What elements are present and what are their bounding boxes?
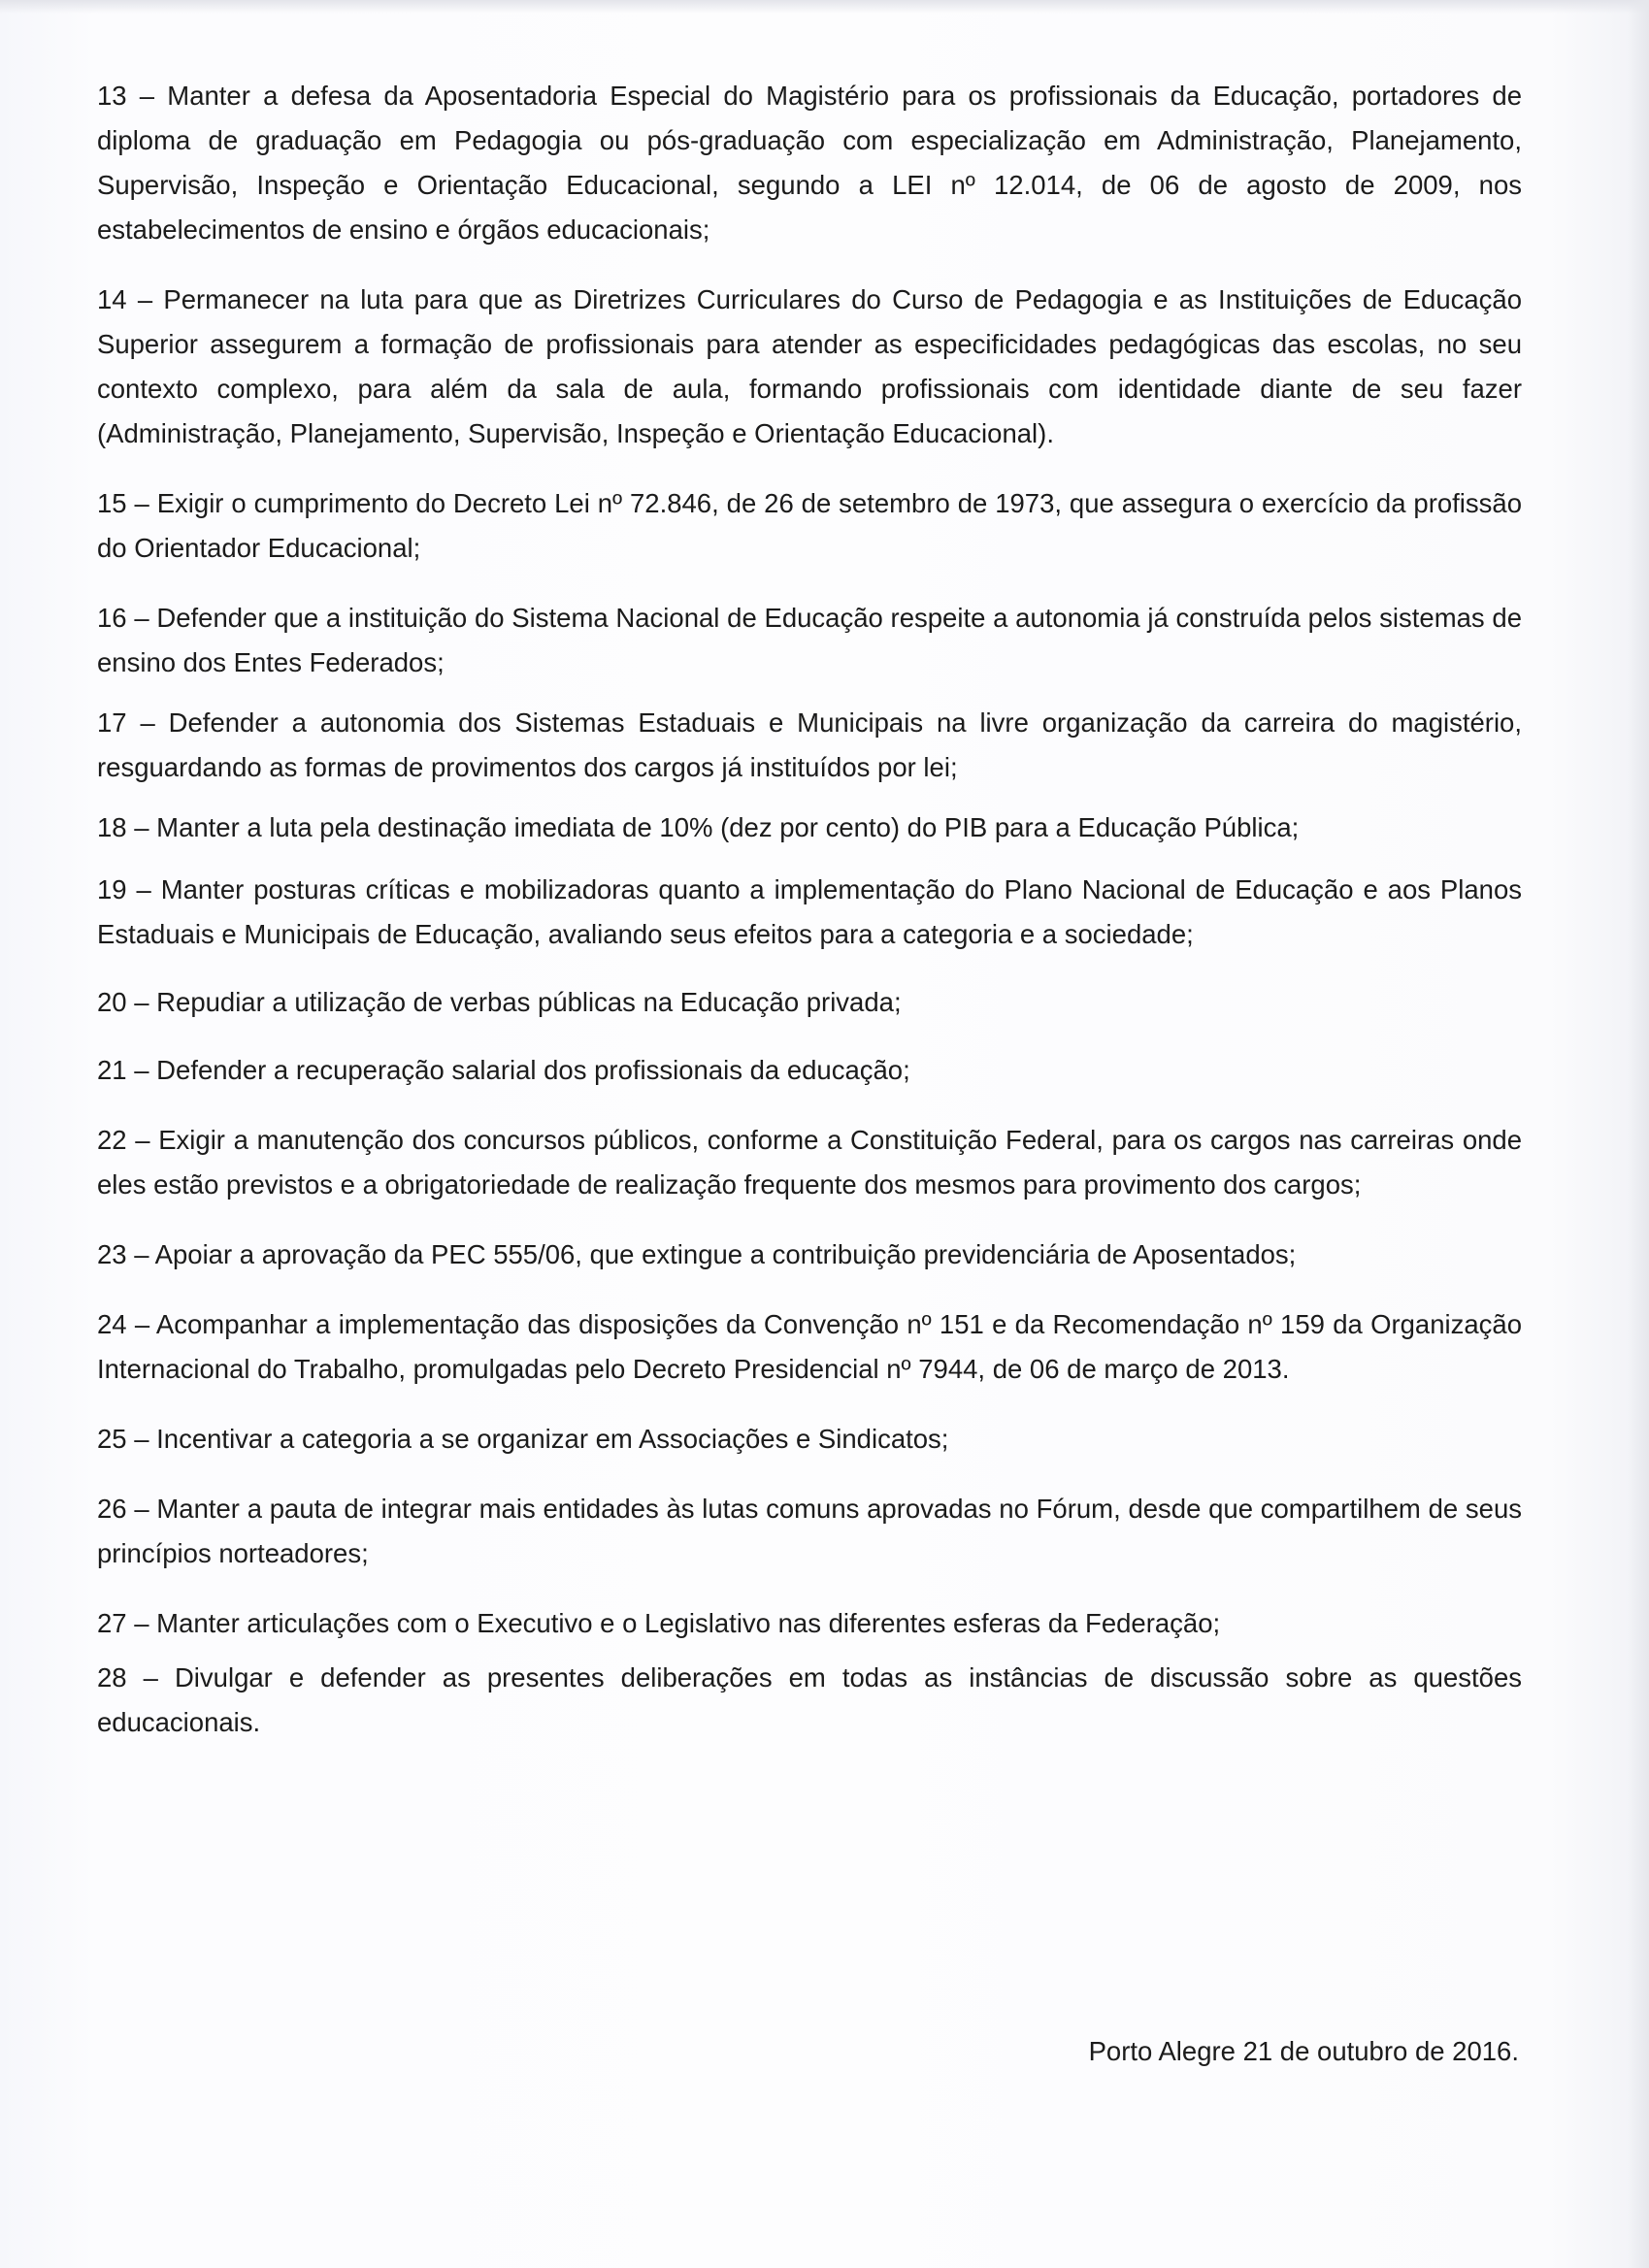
- deliberation-15: 15 – Exigir o cumprimento do Decreto Lei nº 72.846, de 26 de setembro de 1973, que assegura o exercício da profissão do Orientador Educacional;: [97, 488, 1522, 563]
- deliberation-14: 14 – Permanecer na luta para que as Diretrizes Curriculares do Curso de Pedagogia e as Instituições de Educação Superior assegurem a formação de profissionais para atender as especificidades pedagógicas das escolas, no seu contexto complexo, para além da sala de aula, formando profissionais com identidade diante de seu fazer (Administração, Planejamento, Supervisão, Inspeção e Orientação Educacional).: [97, 284, 1522, 448]
- deliberation-26: 26 – Manter a pauta de integrar mais entidades às lutas comuns aprovadas no Fórum, desde que compartilhem de seus princípios norteadores;: [97, 1494, 1522, 1568]
- deliberation-18: 18 – Manter a luta pela destinação imediata de 10% (dez por cento) do PIB para a Educação Pública;: [97, 812, 1300, 842]
- deliberation-22: 22 – Exigir a manutenção dos concursos públicos, conforme a Constituição Federal, para os cargos nas carreiras onde eles estão previstos e a obrigatoriedade de realização frequente dos mesmos para provimento dos cargos;: [97, 1125, 1522, 1200]
- deliberation-13: 13 – Manter a defesa da Aposentadoria Especial do Magistério para os profissionais da Educação, portadores de diploma de graduação em Pedagogia ou pós-graduação com especialização em Administração, Planejamento, Supervisão, Inspeção e Orientação Educacional, segundo a LEI nº 12.014, de 06 de agosto de 2009, nos estabelecimentos de ensino e órgãos educacionais;: [97, 81, 1522, 245]
- deliberation-27: 27 – Manter articulações com o Executivo e o Legislativo nas diferentes esferas da Federação;: [97, 1608, 1221, 1638]
- scan-edge-top: [0, 0, 1649, 14]
- deliberation-17: 17 – Defender a autonomia dos Sistemas Estaduais e Municipais na livre organização da carreira do magistério, resguardando as formas de provimentos dos cargos já instituídos por lei;: [97, 707, 1522, 782]
- deliberation-23: 23 – Apoiar a aprovação da PEC 555/06, que extingue a contribuição previdenciária de Aposentados;: [97, 1239, 1297, 1269]
- place-and-date: Porto Alegre 21 de outubro de 2016.: [1088, 2036, 1519, 2066]
- deliberation-25: 25 – Incentivar a categoria a se organizar em Associações e Sindicatos;: [97, 1424, 949, 1454]
- deliberations-list: [97, 74, 1522, 1745]
- deliberation-24: 24 – Acompanhar a implementação das disposições da Convenção nº 151 e da Recomendação nº 159 da Organização Internacional do Trabalho, promulgadas pelo Decreto Presidencial nº 7944, de 06 de março de 2013.: [97, 1309, 1522, 1384]
- deliberation-19: 19 – Manter posturas críticas e mobilizadoras quanto a implementação do Plano Nacional de Educação e aos Planos Estaduais e Municipais de Educação, avaliando seus efeitos para a categoria e a sociedade;: [97, 874, 1522, 949]
- scan-edge-right: [1628, 0, 1649, 2268]
- deliberation-28: 28 – Divulgar e defender as presentes deliberações em todas as instâncias de discussão sobre as questões educacionais.: [97, 1662, 1522, 1737]
- deliberation-16: 16 – Defender que a instituição do Sistema Nacional de Educação respeite a autonomia já construída pelos sistemas de ensino dos Entes Federados;: [97, 603, 1522, 677]
- deliberation-20: 20 – Repudiar a utilização de verbas públicas na Educação privada;: [97, 987, 902, 1017]
- deliberation-21: 21 – Defender a recuperação salarial dos profissionais da educação;: [97, 1055, 910, 1085]
